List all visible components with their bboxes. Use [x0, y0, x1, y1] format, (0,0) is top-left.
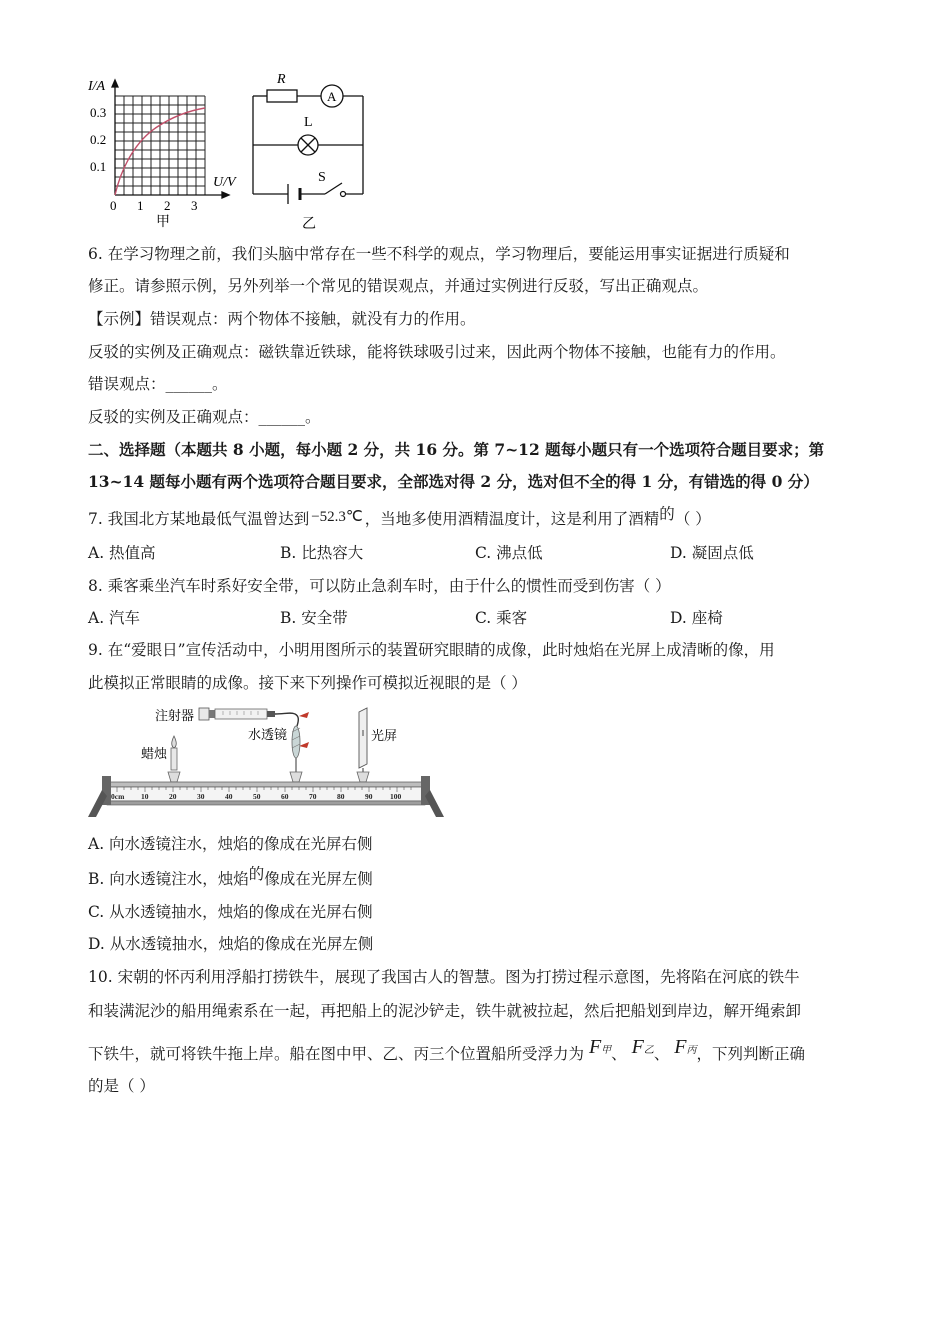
q6-line-1: 6. 在学习物理之前，我们头脑中常存在一些不科学的观点，学习物理后，要能运用事实证据进行质疑和 [88, 245, 790, 263]
scale-80: 80 [337, 792, 345, 801]
y-tick-0.2: 0.2 [90, 132, 107, 147]
scale-20: 20 [169, 792, 177, 801]
q10-sep-1: 、 [611, 1045, 627, 1063]
circuit-figure [245, 68, 380, 233]
q7-option-a[interactable]: A. 热值高 [88, 544, 156, 562]
ammeter-label: A [327, 89, 337, 104]
graph-caption: 甲 [156, 215, 170, 230]
lamp-label: L [304, 115, 313, 130]
scale-100: 100 [390, 792, 402, 801]
q7-stem-c: 的 [659, 505, 675, 523]
x-axis-label: U/V [213, 175, 236, 190]
q9-option-b-part3: 像成在光屏左侧 [264, 870, 373, 888]
scale-10: 10 [141, 792, 149, 801]
q10-line-3 [88, 1036, 806, 1067]
scale-90: 90 [365, 792, 373, 801]
q7-stem-b: ，当地多使用酒精温度计，这是利用了酒精 [364, 510, 660, 528]
optical-bench-figure [85, 700, 445, 820]
q7-stem [88, 505, 711, 530]
q9-line-1: 9. 在“爱眼日”宣传活动中，小明用图所示的装置研究眼睛的成像，此时烛焰在光屏上成清晰的像，用 [88, 641, 775, 659]
lamp [298, 135, 318, 155]
x-tick-2: 2 [164, 198, 171, 213]
q10-line-1: 10. 宋朝的怀丙利用浮船打捞铁牛，展现了我国古人的智慧。图为打捞过程示意图，先将陷在河底的铁牛 [88, 968, 800, 986]
scale-30: 30 [197, 792, 205, 801]
light-screen [357, 708, 369, 782]
y-tick-0.3: 0.3 [90, 105, 107, 120]
iu-graph-figure [82, 70, 242, 230]
syringe-label: 注射器 [155, 708, 195, 723]
scale-40: 40 [225, 792, 233, 801]
q10-line-3-text: 下铁牛，就可将铁牛拖上岸。船在图中甲、乙、丙三个位置船所受浮力为 [88, 1045, 585, 1063]
q10-line-4: 的是（ ） [88, 1077, 155, 1095]
q7-temperature: −52.3℃ [311, 509, 363, 525]
y-tick-0.1: 0.1 [90, 159, 107, 174]
q9-option-b[interactable] [88, 865, 373, 889]
q7-option-b[interactable]: B. 比热容大 [280, 544, 364, 562]
q7-stem-d: （ ） [674, 510, 711, 528]
y-axis-label: I/A [88, 79, 106, 94]
q7-option-c[interactable]: C. 沸点低 [475, 544, 543, 562]
q6-blank-rebuttal: 反驳的实例及正确观点：______。 [88, 408, 321, 426]
resistor-label: R [277, 72, 286, 87]
f-bing-symbol: F丙 [674, 1036, 697, 1058]
q6-blank-wrong-view: 错误观点：______。 [88, 375, 228, 393]
q9-line-2: 此模拟正常眼睛的成像。接下来下列操作可模拟近视眼的是（ ） [88, 674, 527, 692]
scale-60: 60 [281, 792, 289, 801]
section2-header-line-2: 13~14 题每小题有两个选项符合题目要求，全部选对得 2 分，选对但不全的得 1 分，有错选的得 0 分） [88, 472, 819, 491]
switch-label: S [318, 170, 326, 185]
f-yi-symbol: F乙 [631, 1036, 654, 1058]
q10-sep-2: 、 [653, 1045, 670, 1063]
q9-option-b-part2: 的 [248, 865, 265, 883]
q6-example-rebuttal: 反驳的实例及正确观点：磁铁靠近铁球，能将铁球吸引过来，因此两个物体不接触，也能有力的作用。 [88, 343, 786, 361]
q8-option-d[interactable]: D. 座椅 [670, 609, 723, 627]
water-lens [290, 726, 302, 782]
q10-line-2: 和装满泥沙的船用绳索系在一起，再把船上的泥沙铲走，铁牛就被拉起，然后把船划到岸边，解开绳索卸 [88, 1002, 802, 1020]
q8-option-c[interactable]: C. 乘客 [475, 609, 528, 627]
graph-axes [112, 80, 229, 198]
scale-unit: 0cm [111, 792, 125, 801]
lens-label: 水透镜 [248, 727, 288, 742]
x-tick-3: 3 [191, 198, 198, 213]
q8-option-a[interactable]: A. 汽车 [88, 609, 141, 627]
q8-option-b[interactable]: B. 安全带 [280, 609, 348, 627]
scale-70: 70 [309, 792, 317, 801]
q9-option-a[interactable]: A. 向水透镜注水，烛焰的像成在光屏右侧 [88, 835, 373, 853]
section2-header-line-1: 二、选择题（本题共 8 小题，每小题 2 分，共 16 分。第 7~12 题每小题只有一个选项符合题目要求；第 [88, 440, 825, 459]
q9-option-c[interactable]: C. 从水透镜抽水，烛焰的像成在光屏右侧 [88, 903, 373, 921]
f-jia-symbol: F甲 [588, 1036, 612, 1058]
candle-label: 蜡烛 [141, 746, 168, 761]
x-tick-1: 1 [137, 198, 144, 213]
q7-stem-a: 7. 我国北方某地最低气温曾达到 [88, 510, 310, 528]
candle [168, 736, 180, 782]
screen-label: 光屏 [371, 728, 398, 743]
switch [325, 183, 346, 197]
q6-line-2: 修正。请参照示例，另外列举一个常见的错误观点，并通过实例进行反驳，写出正确观点。 [88, 277, 709, 295]
q9-option-d[interactable]: D. 从水透镜抽水，烛焰的像成在光屏左侧 [88, 935, 374, 953]
q10-line-3-end: ，下列判断正确 [696, 1045, 806, 1063]
scale-50: 50 [253, 792, 261, 801]
battery [288, 184, 300, 204]
circuit-caption: 乙 [302, 217, 316, 232]
q6-example: 【示例】错误观点：两个物体不接触，就没有力的作用。 [88, 310, 476, 328]
resistor [267, 90, 297, 102]
q9-option-b-part1: B. 向水透镜注水，烛焰 [88, 870, 249, 888]
q7-option-d[interactable]: D. 凝固点低 [670, 544, 754, 562]
q8-stem: 8. 乘客乘坐汽车时系好安全带，可以防止急刹车时，由于什么的惯性而受到伤害（ ） [88, 577, 671, 595]
x-tick-0: 0 [110, 198, 117, 213]
